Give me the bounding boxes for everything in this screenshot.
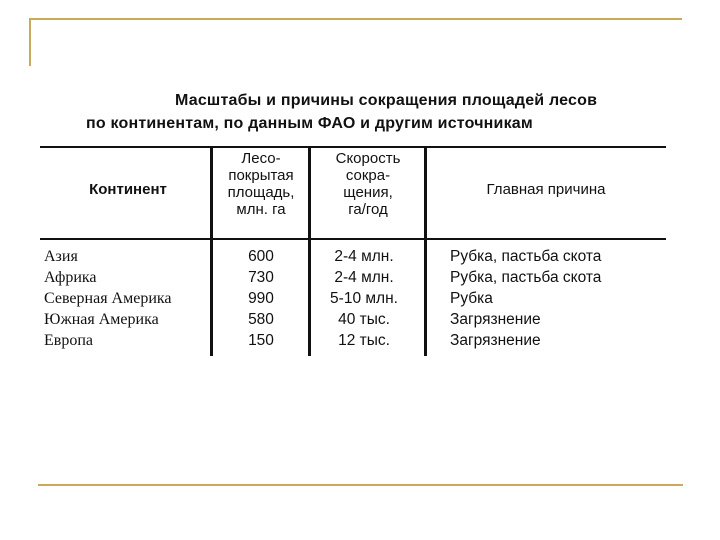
header-forest-area-line: Лесо- [241,150,281,167]
cell-main-cause: Рубка, пастьба скота [450,269,602,286]
header-reduction-rate-line: сокра- [345,167,391,184]
cell-forest-area: 600 [248,248,274,265]
table-row [0,248,720,269]
cell-continent: Африка [44,269,97,286]
cell-forest-area: 990 [248,290,274,307]
cell-continent: Азия [44,248,78,265]
cell-reduction-rate: 12 тыс. [338,332,390,349]
cell-main-cause: Рубка, пастьба скота [450,248,602,265]
header-main-cause: Главная причина [486,181,606,198]
header-forest-area [212,150,310,218]
cell-main-cause: Загрязнение [450,332,541,349]
table-row [0,269,720,290]
cell-forest-area: 580 [248,311,274,328]
table-row [0,332,720,353]
header-forest-area-line: млн. га [236,201,286,218]
header-reduction-rate-line: щения, [343,184,393,201]
table-row [0,290,720,311]
cell-forest-area: 730 [248,269,274,286]
header-continent: Континент [89,181,167,198]
header-forest-area-line: покрытая [228,167,294,184]
slide-frame-left-line [29,18,31,66]
cell-reduction-rate: 40 тыс. [338,311,390,328]
cell-main-cause: Рубка [450,290,493,307]
cell-continent: Северная Америка [44,290,172,307]
header-reduction-rate-line: Скорость [335,150,401,167]
table-title-line-1: Масштабы и причины сокращения площадей лесов [175,92,598,109]
table-top-rule [40,146,666,148]
header-forest-area-line: площадь, [227,184,295,201]
table-row [0,311,720,332]
cell-continent: Европа [44,332,93,349]
table-title-line-2: по континентам, по данным ФАО и другим источникам [86,115,533,132]
cell-reduction-rate: 2-4 млн. [334,269,394,286]
slide-frame-bottom-line [38,484,683,486]
table-header-rule [40,238,666,240]
cell-forest-area: 150 [248,332,274,349]
slide-frame-top-line [29,18,682,20]
cell-continent: Южная Америка [44,311,159,328]
header-reduction-rate-line: га/год [348,201,388,218]
header-reduction-rate [310,150,426,218]
cell-main-cause: Загрязнение [450,311,541,328]
cell-reduction-rate: 2-4 млн. [334,248,394,265]
cell-reduction-rate: 5-10 млн. [330,290,398,307]
